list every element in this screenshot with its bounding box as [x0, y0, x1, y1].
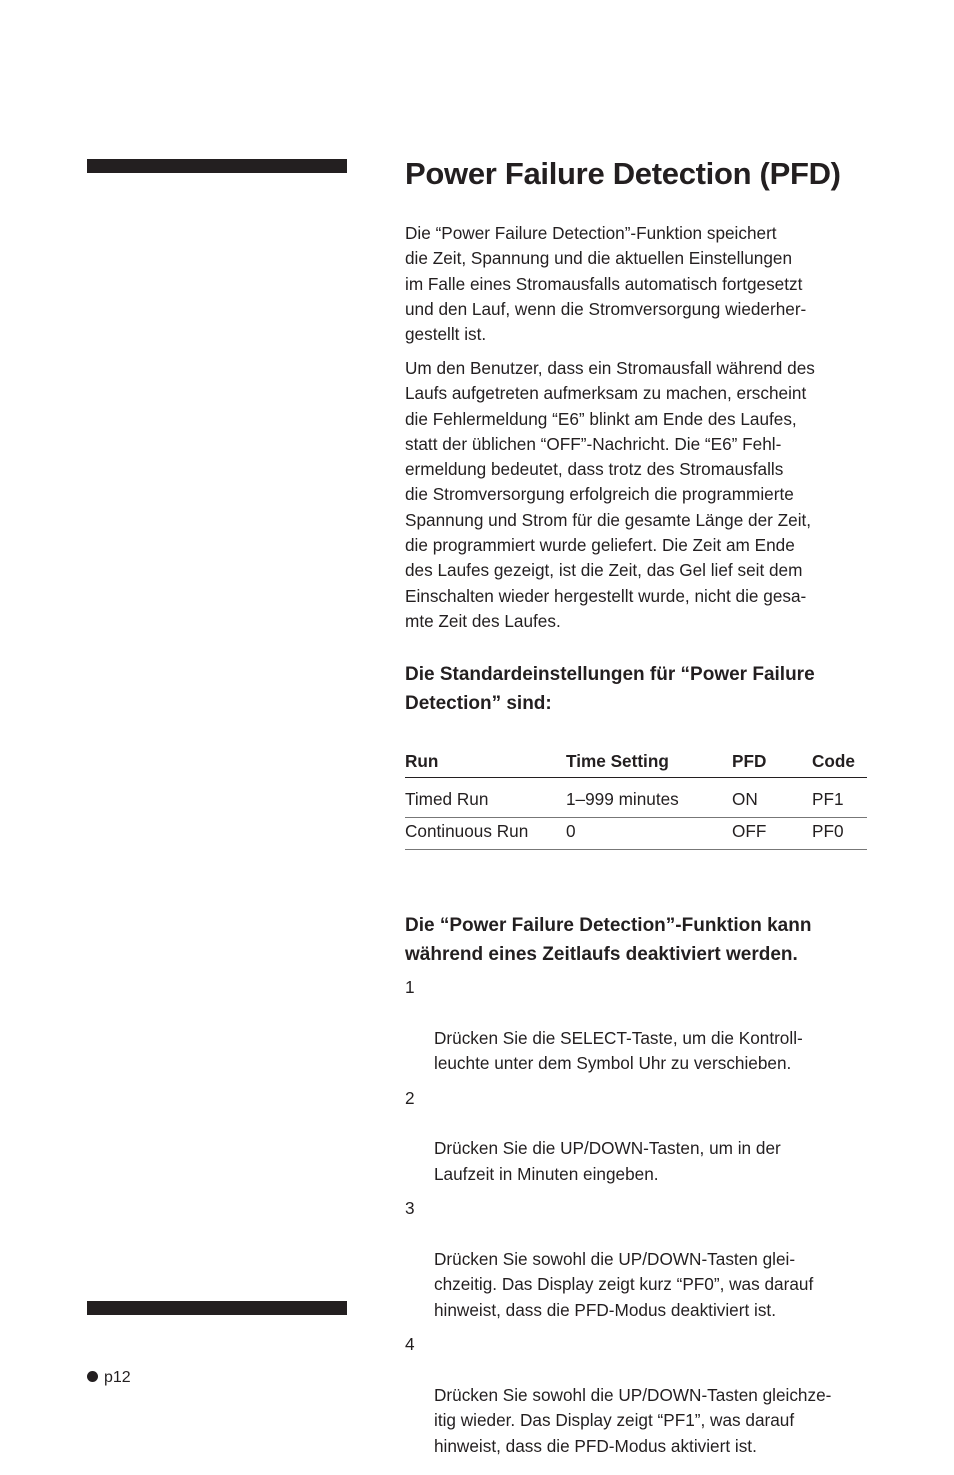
list-item: [405, 1196, 875, 1322]
table-row: [405, 818, 867, 850]
table-cell: PF0: [812, 821, 844, 841]
intro-paragraph: Die “Power Failure Detection”-Funktion speichert die Zeit, Spannung und die aktuellen Einstellungen im Falle eines Stromausfalls automatisch fortgesetzt und den Lauf, wenn die Stromversorgung wiederher- gestellt ist.: [405, 223, 807, 345]
list-item: [405, 1332, 875, 1458]
step-number: 2: [405, 1087, 415, 1108]
page-number: p12: [104, 1369, 131, 1386]
table-cell: 1–999 minutes: [566, 789, 679, 809]
table-cell: 0: [566, 821, 576, 841]
top-section-rule: [87, 159, 347, 173]
table-header-code: Code: [812, 751, 855, 771]
step-number: 4: [405, 1334, 415, 1355]
step-text: Drücken Sie sowohl die UP/DOWN-Tasten gleichze- itig wieder. Das Display zeigt “PF1”, was darauf hinweist, dass die PFD-Modus aktiviert ist.: [434, 1384, 832, 1456]
table-header-pfd: PFD: [732, 751, 767, 771]
page-title: Power Failure Detection (PFD): [405, 156, 841, 191]
disable-heading: Die “Power Failure Detection”-Funktion kann während eines Zeitlaufs deaktiviert werden.: [405, 915, 812, 965]
table-cell: Continuous Run: [405, 821, 529, 841]
step-number: 3: [405, 1198, 415, 1219]
bullet-icon: [87, 1371, 98, 1382]
list-item: [405, 1086, 875, 1187]
step-number: 1: [405, 977, 415, 997]
steps-list: [405, 975, 875, 1468]
defaults-heading: Die Standardeinstellungen für “Power Failure Detection” sind:: [405, 664, 815, 714]
step-text: Drücken Sie die UP/DOWN-Tasten, um in der Laufzeit in Minuten eingeben.: [434, 1138, 781, 1184]
list-item: [405, 975, 875, 1076]
e6-explanation-paragraph: Um den Benutzer, dass ein Stromausfall während des Laufs aufgetreten aufmerksam zu machen, erscheint die Fehlermeldung “E6” blinkt am Ende des Laufes, statt der üblichen “OFF”-Nachricht. Die “E6” Fehl- ermeldung bedeutet, dass trotz des Stromausfalls die Stromversorgung erfolgreich die programmierte Spannung und Strom für die gesamte Länge der Zeit, die programmiert wurde geliefert. Die Zeit am Ende des Laufes gezeigt, ist die Zeit, das Gel lief seit dem Einschalten wieder hergestellt wurde, nicht die gesa- mte Zeit des Laufes.: [405, 358, 815, 631]
step-text: Drücken Sie die SELECT-Taste, um die Kontroll- leuchte unter dem Symbol Uhr zu verschieben.: [434, 1027, 803, 1073]
table-header-run: Run: [405, 751, 439, 771]
table-header-row: [405, 748, 867, 778]
page-footer: [87, 1367, 131, 1389]
table-cell: ON: [732, 789, 758, 809]
table-header-time-setting: Time Setting: [566, 751, 669, 771]
table-cell: OFF: [732, 821, 767, 841]
step-text: Drücken Sie sowohl die UP/DOWN-Tasten glei- chzeitig. Das Display zeigt kurz “PF0”, was darauf hinweist, dass die PFD-Modus deaktiviert ist.: [434, 1248, 814, 1320]
table-row: [405, 786, 867, 818]
defaults-table: [405, 748, 867, 850]
table-cell: PF1: [812, 789, 844, 809]
table-cell: Timed Run: [405, 789, 489, 809]
bottom-section-rule: [87, 1301, 347, 1315]
